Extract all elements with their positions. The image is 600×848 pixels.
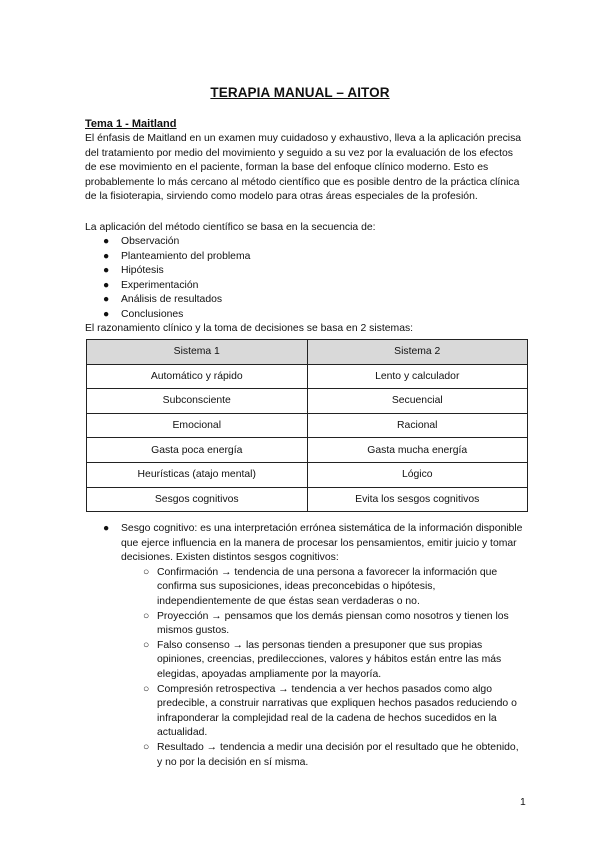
- list-item: ○ Confirmación → tendencia de una persona a favorecer la información que confirma sus suposiciones, ideas preconcebidas o hipótesis, independientemente de que éstas sean verdaderas o no.: [143, 566, 498, 607]
- table-row: [87, 487, 528, 512]
- systems-intro: El razonamiento clínico y la toma de decisiones se basa en 2 sistemas:: [85, 323, 414, 334]
- table-row: [87, 364, 528, 389]
- list-item: ○ Proyección → pensamos que los demás piensan como nosotros y tienen los mismos gustos.: [143, 610, 509, 637]
- list-item: ○ Falso consenso → las personas tienden a presuponer que sus propias opiniones, creencias, predilecciones, valores y hábitos están entre las más elegidas, apoyadas ampliamente por la mayoría.: [143, 639, 502, 680]
- systems-table: [86, 339, 528, 512]
- table-row: [87, 462, 528, 487]
- intro-paragraph: El énfasis de Maitland en un examen muy cuidadoso y exhaustivo, lleva a la aplicación precisa del tratamiento por medio del movimiento y seguido a su vez por la evaluación de los efectos de ese movimiento en el paciente, forman la base del enfoque clínico moderno. Esto es probablemente lo más cercano al método científico que es posible dentro de la práctica clínica de la fisioterapia, sirviendo como modelo para otras áreas especiales de la profesión.: [85, 133, 522, 203]
- table-cell: Lógico: [307, 462, 528, 487]
- section-title: Tema 1 - Maitland: [85, 118, 177, 130]
- bias-definition: Sesgo cognitivo: es una interpretación errónea sistemática de la información disponible que ejerce influencia en la manera de procesar los pensamientos, emitir juicio y tomar decisiones. Existen distintos sesgos cognitivos:: [121, 523, 523, 564]
- list-item: ● Experimentación: [85, 279, 525, 294]
- table-row: [87, 389, 528, 414]
- list-item: ● Conclusiones: [85, 308, 525, 323]
- table-header-row: [87, 340, 528, 365]
- list-item: ● Hipótesis: [85, 264, 525, 279]
- circle-bullet-icon: ○: [143, 741, 150, 753]
- circle-bullet-icon: ○: [143, 639, 150, 651]
- table-cell: Sesgos cognitivos: [87, 487, 308, 512]
- list-item: ● Observación: [85, 235, 525, 250]
- list-item: ○ Resultado → tendencia a medir una decisión por el resultado que he obtenido, y no por la decisión en sí misma.: [143, 741, 519, 768]
- table-cell: Evita los sesgos cognitivos: [307, 487, 528, 512]
- table-cell: Gasta mucha energía: [307, 438, 528, 463]
- list-item: ● Análisis de resultados: [85, 293, 525, 308]
- bullet-icon: ●: [103, 294, 110, 306]
- document-title: TERAPIA MANUAL – AITOR: [210, 85, 390, 100]
- method-intro: La aplicación del método científico se basa en la secuencia de:: [85, 222, 376, 233]
- table-row: [87, 438, 528, 463]
- bullet-icon: ●: [103, 265, 110, 277]
- table-cell: Emocional: [87, 413, 308, 438]
- bullet-icon: ●: [103, 279, 110, 291]
- bullet-icon: ●: [103, 236, 110, 247]
- circle-bullet-icon: ○: [143, 683, 150, 695]
- table-cell: Racional: [307, 413, 528, 438]
- table-row: [87, 413, 528, 438]
- list-item: ● Planteamiento del problema: [85, 250, 525, 265]
- table-cell: Secuencial: [307, 389, 528, 414]
- list-item: [85, 522, 525, 770]
- table-cell: Lento y calculador: [307, 364, 528, 389]
- cognitive-bias-section: [85, 522, 525, 770]
- bullet-icon: ●: [103, 523, 110, 534]
- page-number: 1: [520, 797, 526, 808]
- table-header: Sistema 2: [307, 340, 528, 365]
- table-header: Sistema 1: [87, 340, 308, 365]
- table-cell: Gasta poca energía: [87, 438, 308, 463]
- list-item: ○ Compresión retrospectiva → tendencia a ver hechos pasados como algo predecible, a construir narrativas que expliquen hechos pasados reduciendo o infraponderar la complejidad real de la cadena de hechos sucedidos en la actualidad.: [143, 683, 517, 739]
- bullet-icon: ●: [103, 308, 110, 320]
- bias-list: [121, 566, 525, 770]
- table-cell: Heurísticas (atajo mental): [87, 462, 308, 487]
- circle-bullet-icon: ○: [143, 610, 150, 622]
- table-cell: Automático y rápido: [87, 364, 308, 389]
- table-cell: Subconsciente: [87, 389, 308, 414]
- method-steps-list: [85, 235, 525, 323]
- circle-bullet-icon: ○: [143, 566, 150, 578]
- bullet-icon: ●: [103, 250, 110, 262]
